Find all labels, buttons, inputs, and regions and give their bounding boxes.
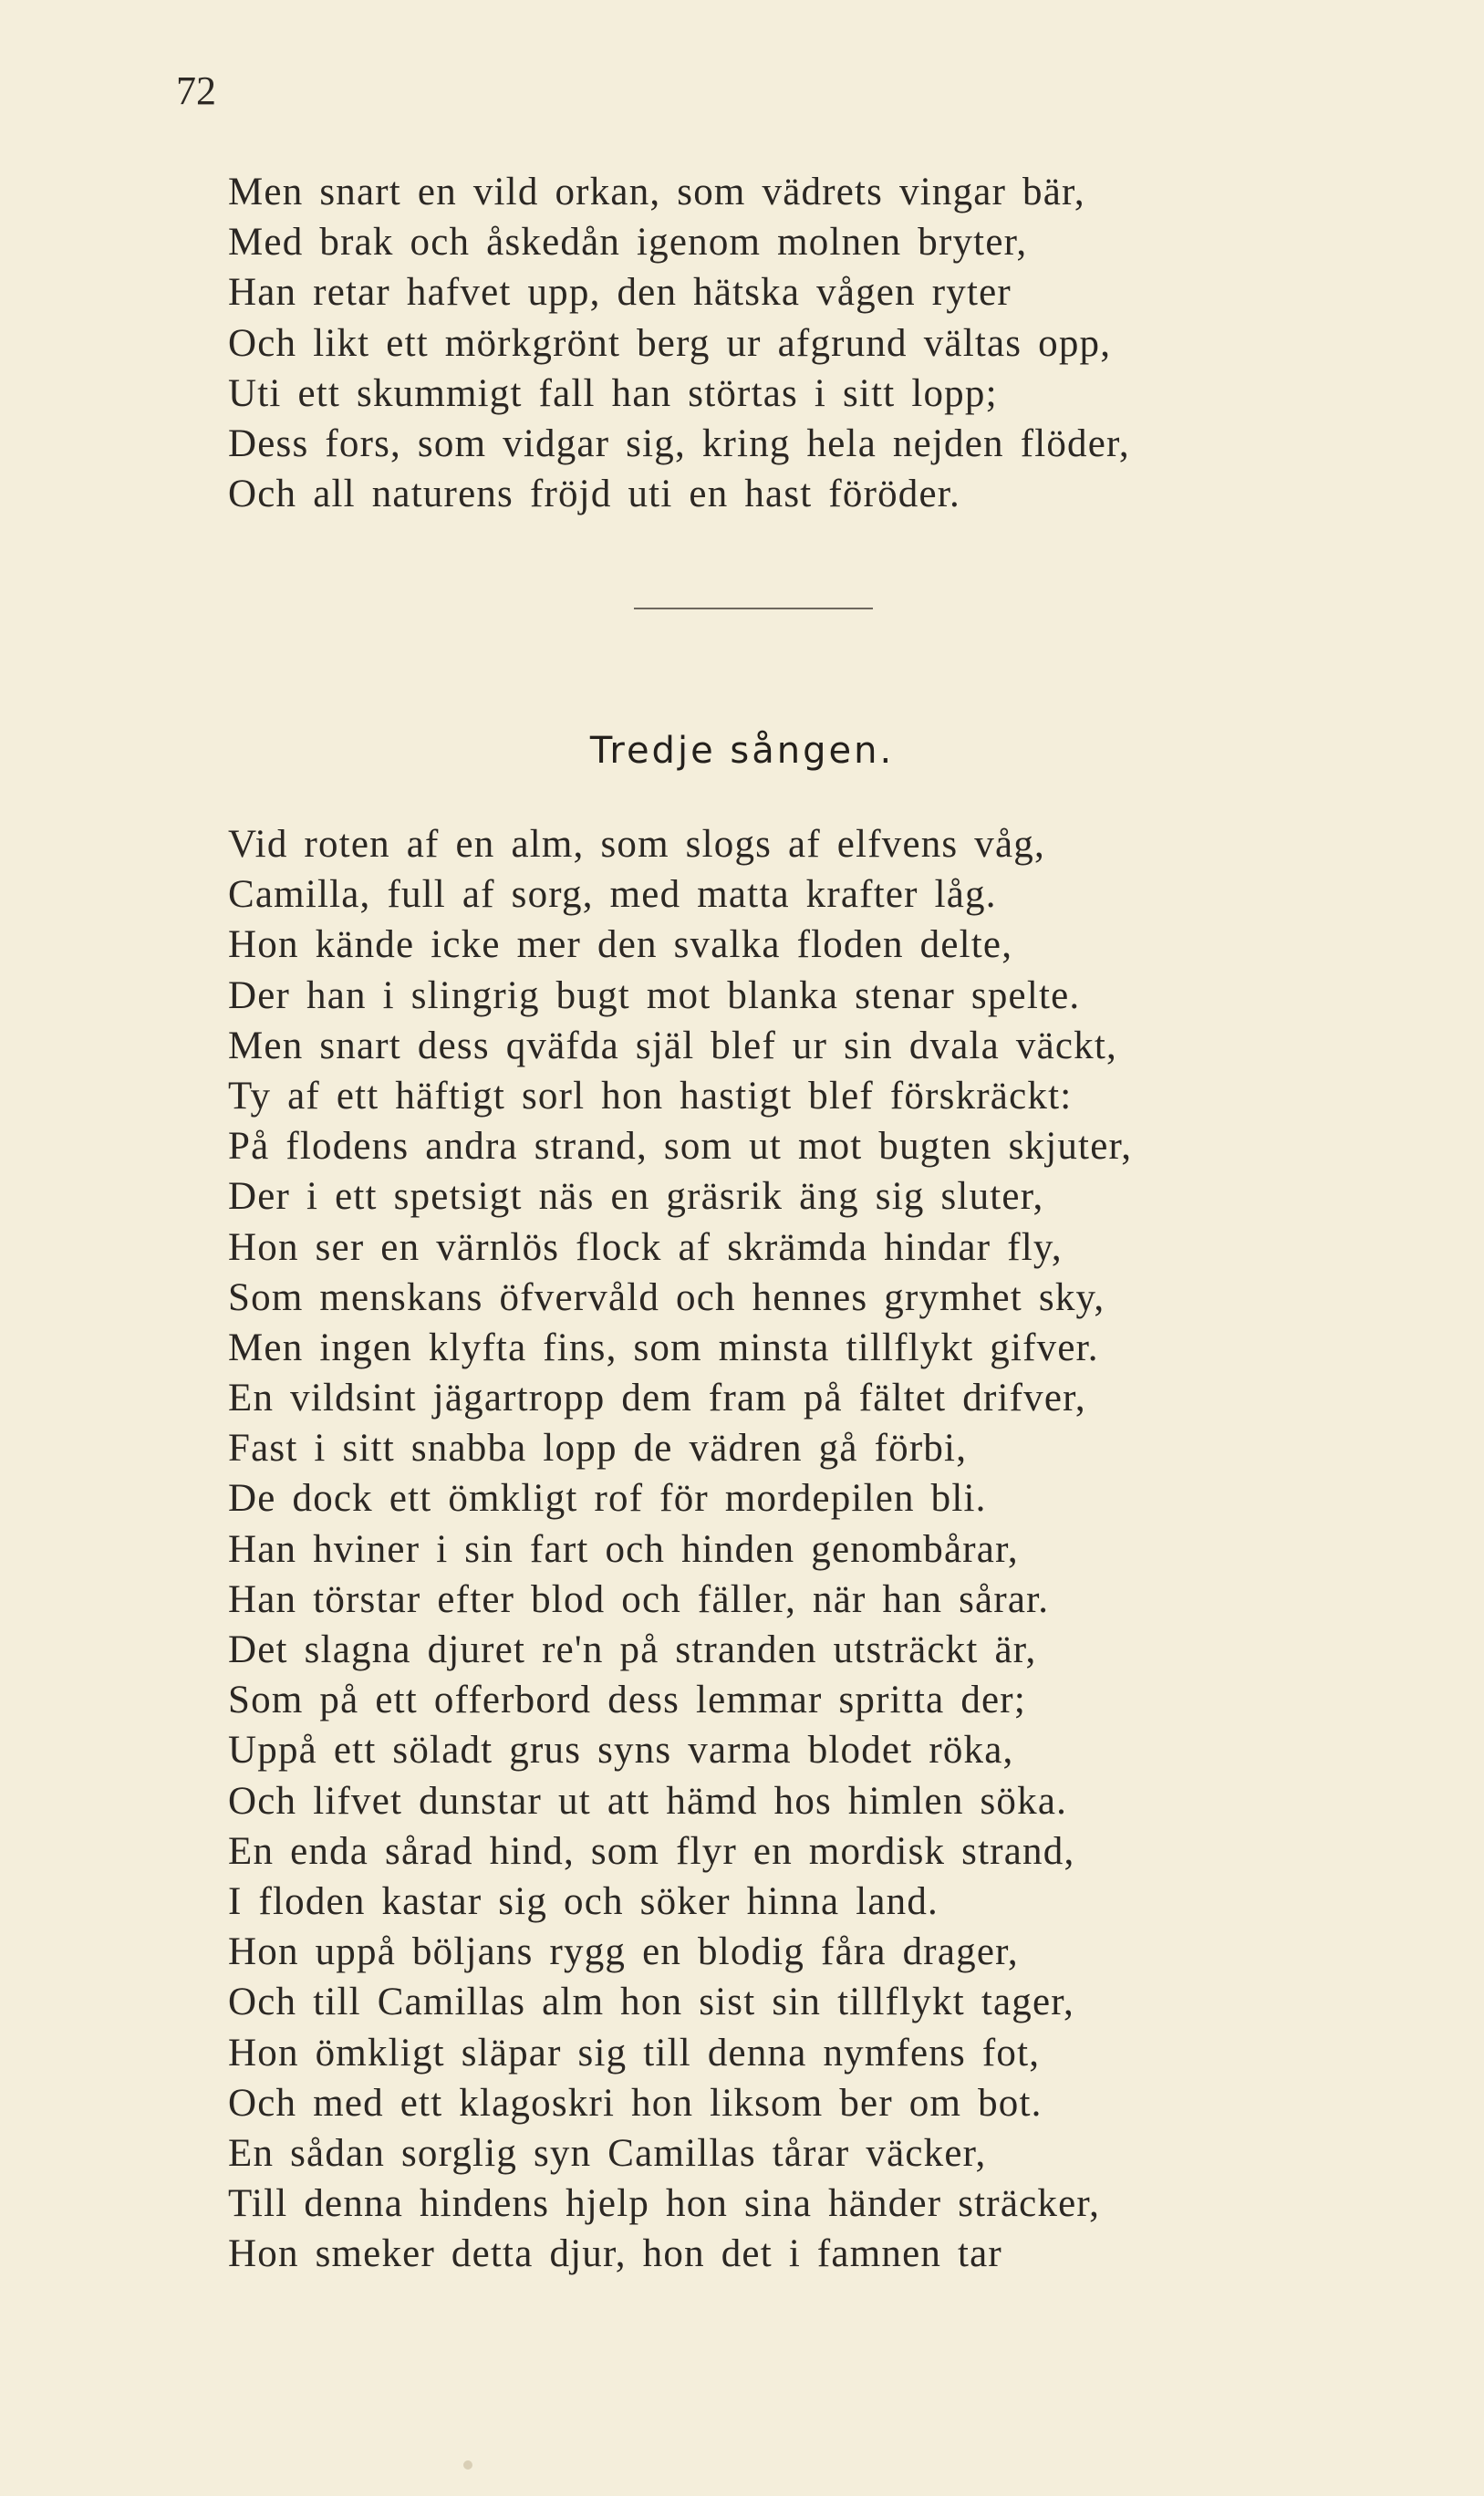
verse-line: En enda sårad hind, som flyr en mordisk strand, [228, 1829, 1075, 1873]
verse-line: I floden kastar sig och söker hinna land. [228, 1879, 939, 1923]
stanza-1 [228, 167, 1441, 519]
verse-line: Och med ett klagoskri hon liksom ber om bot. [228, 2081, 1043, 2125]
verse-line: Men snart dess qväfda själ blef ur sin dvala väckt, [228, 1024, 1117, 1067]
verse-line: En vildsint jägartropp dem fram på fältet drifver, [228, 1377, 1086, 1420]
verse-line: Hon kände icke mer den svalka floden delte, [228, 923, 1013, 967]
verse-line: Men snart en vild orkan, som vädrets vingar bär, [228, 171, 1085, 213]
paper-speck [463, 2460, 472, 2470]
verse-line: Camilla, full af sorg, med matta krafter låg. [228, 873, 997, 917]
verse-line: Han retar hafvet upp, den hätska vågen ryter [228, 271, 1012, 315]
verse-line: En sådan sorglig syn Camillas tårar väcker, [228, 2131, 987, 2175]
verse-line: Hon smeker detta djur, hon det i famnen tar [228, 2232, 1002, 2276]
verse-line: Till denna hindens hjelp hon sina händer sträcker, [228, 2182, 1101, 2226]
verse-line: Som menskans öfvervåld och hennes grymhet sky, [228, 1275, 1105, 1319]
verse-line: Som på ett offerbord dess lemmar spritta der; [228, 1679, 1026, 1722]
verse-line: Dess fors, som vidgar sig, kring hela nejden flöder, [228, 421, 1130, 465]
section-divider [634, 608, 873, 609]
verse-line: Der i ett spetsigt näs en gräsrik äng sig sluter, [228, 1175, 1044, 1219]
verse-line: Och likt ett mörkgrönt berg ur afgrund vältas opp, [228, 321, 1112, 365]
verse-line: Han hviner i sin fart och hinden genombårar, [228, 1527, 1019, 1571]
verse-line: Och all naturens fröjd uti en hast föröder. [228, 473, 960, 516]
verse-line: Ty af ett häftigt sorl hon hastigt blef förskräckt: [228, 1074, 1073, 1118]
verse-line: Men ingen klyfta fins, som minsta tillflykt gifver. [228, 1326, 1099, 1369]
verse-line: Der han i slingrig bugt mot blanka stenar spelte. [228, 973, 1081, 1017]
section-heading: Tredje sången. [589, 730, 895, 772]
verse-line: Det slagna djuret re'n på stranden utsträckt är, [228, 1628, 1037, 1671]
verse-line: Och lifvet dunstar ut att hämd hos himlen söka. [228, 1779, 1068, 1823]
verse-line: Uppå ett söladt grus syns varma blodet röka, [228, 1729, 1014, 1773]
page-number: 72 [176, 68, 216, 113]
verse-line: På flodens andra strand, som ut mot bugten skjuter, [228, 1125, 1133, 1169]
verse-line: De dock ett ömkligt rof för mordepilen bli. [228, 1477, 987, 1521]
verse-line: Han törstar efter blod och fäller, när han sårar. [228, 1577, 1050, 1621]
verse-line: Vid roten af en alm, som slogs af elfvens våg, [228, 823, 1045, 866]
verse-line: Uti ett skummigt fall han störtas i sitt lopp; [228, 371, 998, 415]
verse-line: Hon ömkligt släpar sig till denna nymfens fot, [228, 2031, 1041, 2075]
stanza-2 [228, 819, 1441, 2279]
verse-line: Fast i sitt snabba lopp de vädren gå förbi, [228, 1427, 968, 1471]
verse-line: Med brak och åskedån igenom molnen bryter, [228, 221, 1028, 265]
verse-line: Och till Camillas alm hon sist sin tillflykt tager, [228, 1981, 1074, 2024]
verse-line: Hon ser en värnlös flock af skrämda hindar fly, [228, 1225, 1063, 1269]
verse-line: Hon uppå böljans rygg en blodig fåra drager, [228, 1930, 1019, 1974]
